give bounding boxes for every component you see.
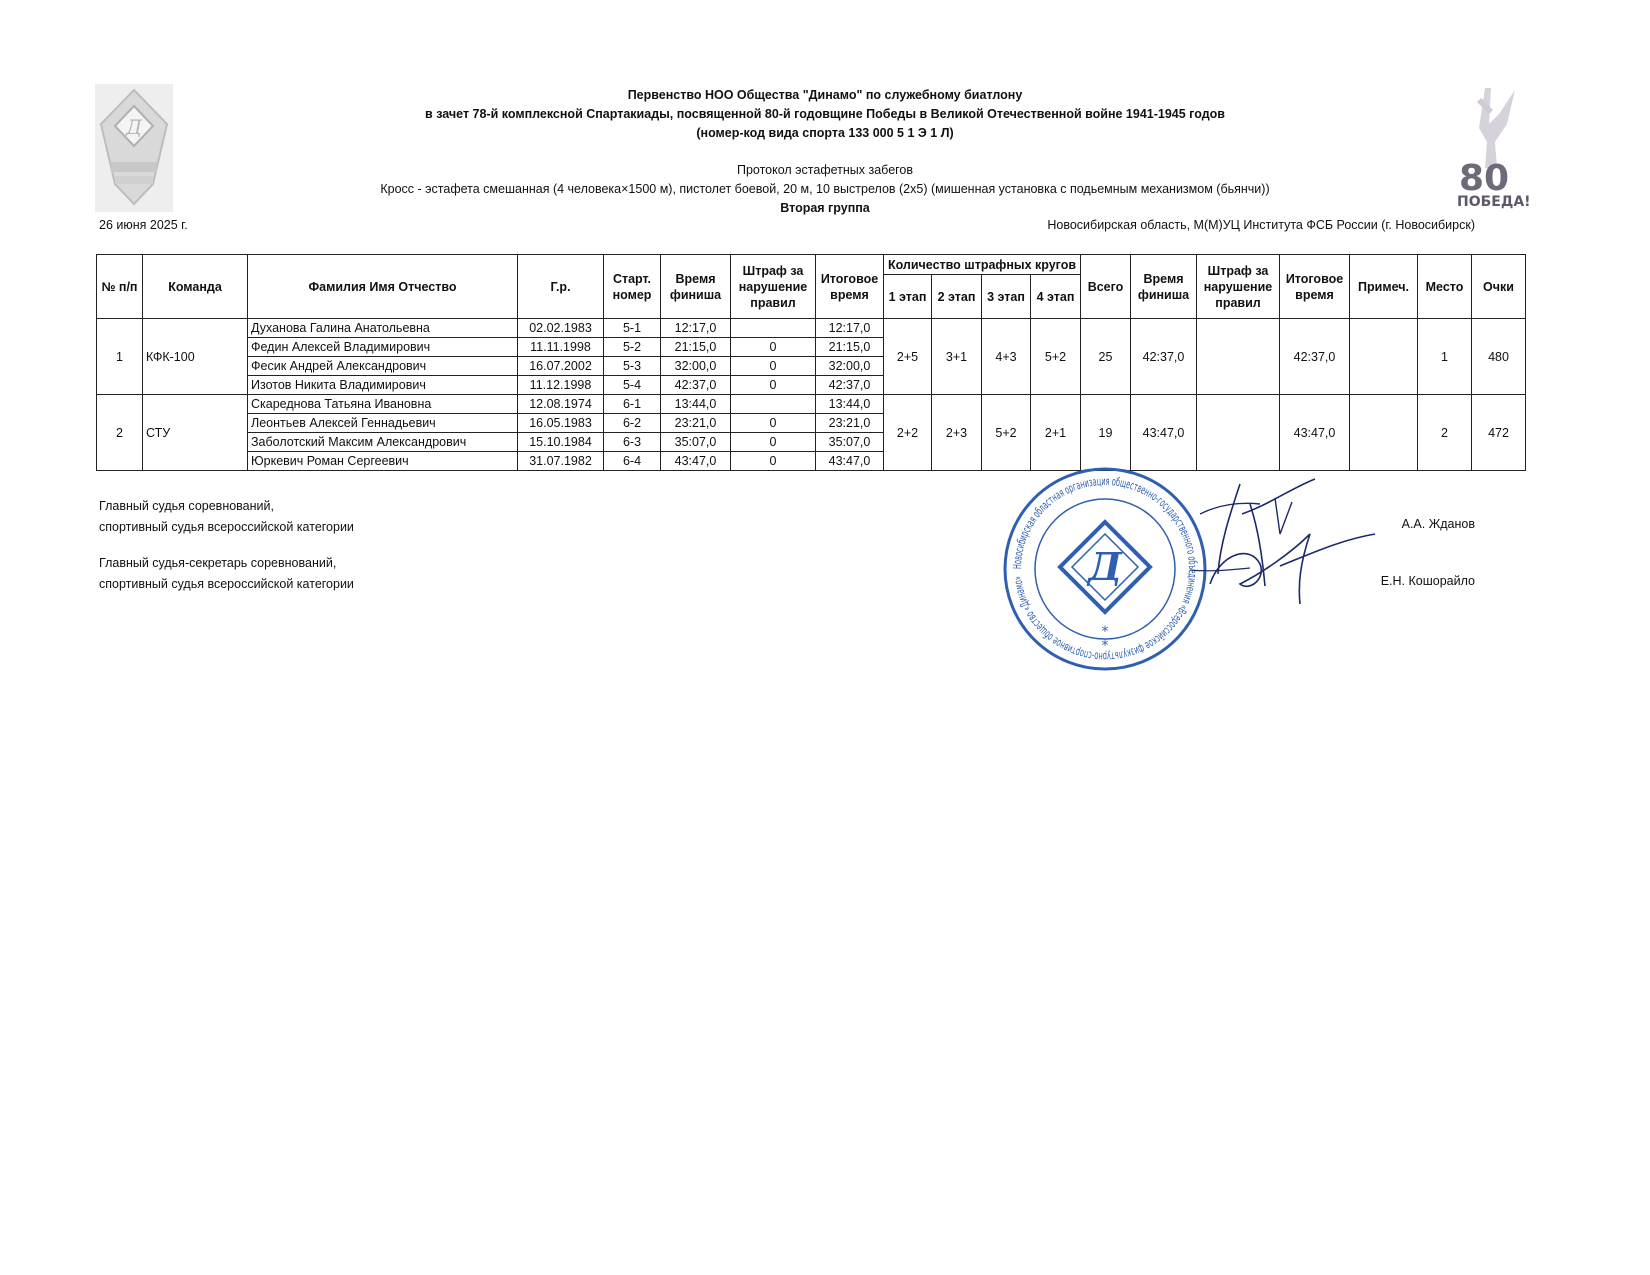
member-start: 5-2 bbox=[604, 338, 661, 357]
sport-code: (номер-код вида спорта 133 000 5 1 Э 1 Л) bbox=[696, 126, 954, 140]
header-total-time: Итоговое время bbox=[816, 255, 884, 319]
team-penalty bbox=[1197, 395, 1280, 471]
member-penalty: 0 bbox=[731, 338, 816, 357]
team-points: 472 bbox=[1472, 395, 1526, 471]
team-penalty bbox=[1197, 319, 1280, 395]
member-total: 12:17,0 bbox=[816, 319, 884, 338]
victory-80-logo bbox=[1455, 84, 1533, 210]
header-points: Очки bbox=[1472, 255, 1526, 319]
team-stage-1: 2+5 bbox=[884, 319, 932, 395]
event-venue: Новосибирская область, М(М)УЦ Института ФСБ России (г. Новосибирск) bbox=[1047, 218, 1475, 232]
header-stage-2: 2 этап bbox=[932, 275, 982, 319]
team-stage-4: 2+1 bbox=[1031, 395, 1081, 471]
stamp-text: Новосибирская областная организация общественно-государственного объединения «Всероссийское физкультурно-спортивное общество «Динамо» bbox=[1009, 473, 1201, 665]
team-stage-2: 2+3 bbox=[932, 395, 982, 471]
header-team-penalty: Штраф за нарушение правил bbox=[1197, 255, 1280, 319]
member-finish: 42:37,0 bbox=[661, 376, 731, 395]
secretary-name: Е.Н. Кошорайло bbox=[1380, 574, 1475, 588]
team-points: 480 bbox=[1472, 319, 1526, 395]
member-name: Леонтьев Алексей Геннадьевич bbox=[248, 414, 518, 433]
team-total: 43:47,0 bbox=[1280, 395, 1350, 471]
table-row bbox=[97, 395, 1526, 414]
team-num: 1 bbox=[97, 319, 143, 395]
member-start: 5-1 bbox=[604, 319, 661, 338]
member-start: 5-3 bbox=[604, 357, 661, 376]
member-finish: 43:47,0 bbox=[661, 452, 731, 471]
member-birth: 02.02.1983 bbox=[518, 319, 604, 338]
team-stage-3: 4+3 bbox=[982, 319, 1031, 395]
member-finish: 35:07,0 bbox=[661, 433, 731, 452]
member-total: 43:47,0 bbox=[816, 452, 884, 471]
member-penalty: 0 bbox=[731, 414, 816, 433]
member-finish: 23:21,0 bbox=[661, 414, 731, 433]
member-name: Духанова Галина Анатольевна bbox=[248, 319, 518, 338]
team-name: СТУ bbox=[143, 395, 248, 471]
member-total: 23:21,0 bbox=[816, 414, 884, 433]
header-name: Фамилия Имя Отчество bbox=[248, 255, 518, 319]
member-birth: 31.07.1982 bbox=[518, 452, 604, 471]
team-name: КФК-100 bbox=[143, 319, 248, 395]
header-note: Примеч. bbox=[1350, 255, 1418, 319]
official-stamp bbox=[1000, 464, 1210, 674]
secretary-title-line-1: Главный судья-секретарь соревнований, bbox=[99, 556, 337, 570]
svg-text:*: * bbox=[1101, 624, 1109, 640]
member-finish: 32:00,0 bbox=[661, 357, 731, 376]
header-penalty-laps: Количество штрафных кругов bbox=[884, 255, 1081, 275]
chief-judge-title-line-1: Главный судья соревнований, bbox=[99, 499, 274, 513]
header-stage-3: 3 этап bbox=[982, 275, 1031, 319]
team-finish: 42:37,0 bbox=[1131, 319, 1197, 395]
chief-judge-name: А.А. Жданов bbox=[1401, 517, 1475, 531]
header-stage-4: 4 этап bbox=[1031, 275, 1081, 319]
team-all-laps: 19 bbox=[1081, 395, 1131, 471]
member-name: Изотов Никита Владимирович bbox=[248, 376, 518, 395]
header-birth: Г.р. bbox=[518, 255, 604, 319]
team-stage-3: 5+2 bbox=[982, 395, 1031, 471]
member-finish: 13:44,0 bbox=[661, 395, 731, 414]
protocol-title: Протокол эстафетных забегов bbox=[736, 163, 914, 177]
header-penalty: Штраф за нарушение правил bbox=[731, 255, 816, 319]
member-name: Скареднова Татьяна Ивановна bbox=[248, 395, 518, 414]
team-finish: 43:47,0 bbox=[1131, 395, 1197, 471]
event-date: 26 июня 2025 г. bbox=[99, 218, 188, 232]
header-stage-1: 1 этап bbox=[884, 275, 932, 319]
team-stage-2: 3+1 bbox=[932, 319, 982, 395]
member-birth: 15.10.1984 bbox=[518, 433, 604, 452]
member-total: 32:00,0 bbox=[816, 357, 884, 376]
svg-text:Д: Д bbox=[125, 115, 143, 139]
team-all-laps: 25 bbox=[1081, 319, 1131, 395]
member-total: 13:44,0 bbox=[816, 395, 884, 414]
header-start: Старт. номер bbox=[604, 255, 661, 319]
handwritten-signature bbox=[1180, 474, 1380, 614]
team-note bbox=[1350, 319, 1418, 395]
group-title: Вторая группа bbox=[780, 201, 870, 215]
svg-text:Д: Д bbox=[1088, 544, 1122, 589]
member-penalty: 0 bbox=[731, 376, 816, 395]
member-start: 6-2 bbox=[604, 414, 661, 433]
member-penalty bbox=[731, 319, 816, 338]
member-penalty: 0 bbox=[731, 433, 816, 452]
member-name: Федин Алексей Владимирович bbox=[248, 338, 518, 357]
team-place: 1 bbox=[1418, 319, 1472, 395]
header-finish: Время финиша bbox=[661, 255, 731, 319]
member-birth: 16.07.2002 bbox=[518, 357, 604, 376]
member-birth: 16.05.1983 bbox=[518, 414, 604, 433]
team-num: 2 bbox=[97, 395, 143, 471]
member-birth: 11.12.1998 bbox=[518, 376, 604, 395]
team-note bbox=[1350, 395, 1418, 471]
event-title: Первенство НОО Общества "Динамо" по служебному биатлону bbox=[627, 88, 1023, 102]
victory-word: ПОБЕДА! bbox=[1457, 194, 1531, 210]
header-team: Команда bbox=[143, 255, 248, 319]
team-total: 42:37,0 bbox=[1280, 319, 1350, 395]
member-start: 6-4 bbox=[604, 452, 661, 471]
header-all: Всего bbox=[1081, 255, 1131, 319]
member-total: 21:15,0 bbox=[816, 338, 884, 357]
member-start: 6-3 bbox=[604, 433, 661, 452]
victory-80-number: 80 bbox=[1459, 158, 1510, 199]
event-subtitle: в зачет 78-й комплексной Спартакиады, посвященной 80-й годовщине Победы в Великой Отечественной войне 1941-1945 годов bbox=[425, 107, 1225, 121]
svg-text:*: * bbox=[1101, 638, 1109, 654]
discipline-description: Кросс - эстафета смешанная (4 человека×1500 м), пистолет боевой, 20 м, 10 выстрелов (2х5) (мишенная установка с подьемным механизмом (бьянчи)) bbox=[380, 182, 1270, 196]
member-penalty: 0 bbox=[731, 452, 816, 471]
dinamo-badge-logo bbox=[95, 84, 173, 212]
member-name: Юркевич Роман Сергеевич bbox=[248, 452, 518, 471]
member-finish: 12:17,0 bbox=[661, 319, 731, 338]
member-total: 42:37,0 bbox=[816, 376, 884, 395]
team-place: 2 bbox=[1418, 395, 1472, 471]
header-team-total: Итоговое время bbox=[1280, 255, 1350, 319]
member-start: 5-4 bbox=[604, 376, 661, 395]
team-stage-1: 2+2 bbox=[884, 395, 932, 471]
member-birth: 12.08.1974 bbox=[518, 395, 604, 414]
header-num: № п/п bbox=[97, 255, 143, 319]
member-name: Заболотский Максим Александрович bbox=[248, 433, 518, 452]
header-team-finish: Время финиша bbox=[1131, 255, 1197, 319]
member-name: Фесик Андрей Александрович bbox=[248, 357, 518, 376]
member-birth: 11.11.1998 bbox=[518, 338, 604, 357]
member-total: 35:07,0 bbox=[816, 433, 884, 452]
table-row bbox=[97, 319, 1526, 338]
member-penalty: 0 bbox=[731, 357, 816, 376]
member-penalty bbox=[731, 395, 816, 414]
member-finish: 21:15,0 bbox=[661, 338, 731, 357]
member-start: 6-1 bbox=[604, 395, 661, 414]
results-table bbox=[96, 254, 1526, 471]
chief-judge-title-line-2: спортивный судья всероссийской категории bbox=[99, 520, 354, 534]
header-place: Место bbox=[1418, 255, 1472, 319]
team-stage-4: 5+2 bbox=[1031, 319, 1081, 395]
secretary-title-line-2: спортивный судья всероссийской категории bbox=[99, 577, 354, 591]
